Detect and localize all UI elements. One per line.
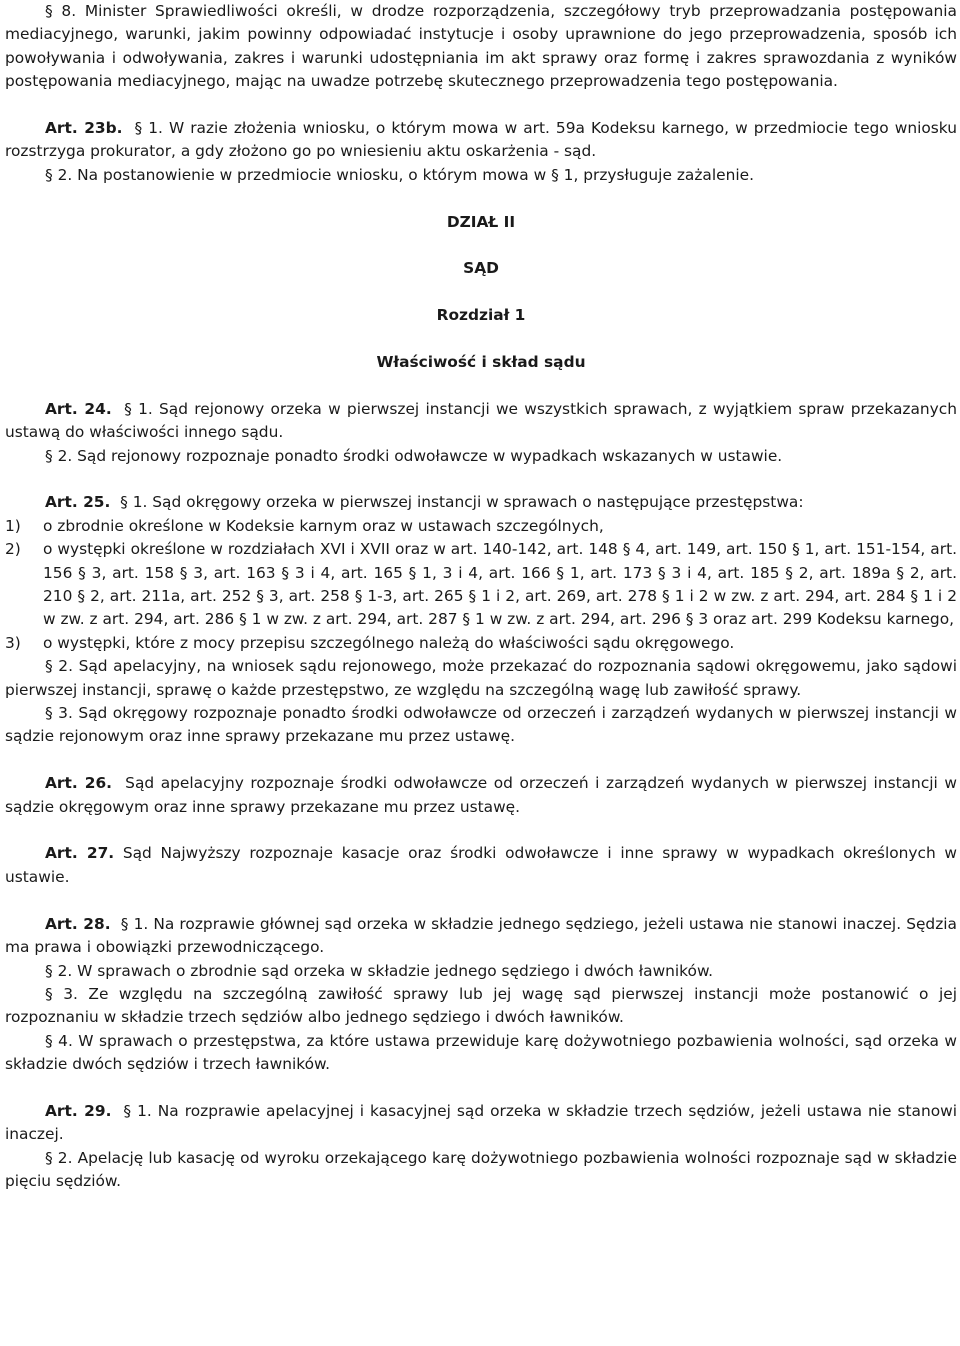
paragraph-8 — [5, 0, 957, 94]
article-28-par-1 — [5, 913, 957, 960]
article-label: Art. 27. — [45, 844, 115, 863]
article-24-par-2 — [5, 445, 957, 468]
article-label: Art. 26. — [45, 774, 113, 793]
list-text: o zbrodnie określone w Kodeksie karnym oraz w ustawach szczególnych, — [43, 516, 604, 535]
paragraph-text: § 4. W sprawach o przestępstwa, za które ustawa przewiduje karę dożywotniego pozbawienia wolności, sąd orzeka w składzie dwóch sędziów i trzech ławników. — [5, 1031, 957, 1074]
paragraph-text: § 1. Sąd okręgowy orzeka w pierwszej instancji w sprawach o następujące przestępstwa: — [120, 493, 804, 512]
list-number: 2) — [5, 540, 21, 559]
paragraph-text: § 2. W sprawach o zbrodnie sąd orzeka w składzie jednego sędziego i dwóch ławników. — [45, 961, 714, 980]
list-text: o występki, które z mocy przepisu szczególnego należą do właściwości sądu okręgowego. — [43, 633, 735, 652]
paragraph-text: § 1. Sąd rejonowy orzeka w pierwszej instancji we wszystkich sprawach, z wyjątkiem spraw przekazanych ustawą do właściwości innego sądu. — [5, 399, 958, 442]
article-label: Art. 25. — [45, 493, 111, 512]
article-23b-par-2 — [5, 164, 957, 187]
article-label: Art. 24. — [45, 399, 112, 418]
article-28-par-2 — [5, 960, 957, 983]
list-number: 3) — [5, 633, 21, 652]
paragraph-text: § 2. Sąd rejonowy rozpoznaje ponadto środki odwoławcze w wypadkach wskazanych w ustawie. — [45, 446, 783, 465]
list-item — [5, 515, 957, 538]
article-29-par-1 — [5, 1100, 957, 1147]
article-label: Art. 29. — [45, 1101, 112, 1120]
article-24-par-1 — [5, 398, 957, 445]
paragraph-text: § 2. Na postanowienie w przedmiocie wniosku, o którym mowa w § 1, przysługuje zażalenie. — [45, 165, 754, 184]
paragraph-text: Sąd Najwyższy rozpoznaje kasacje oraz środki odwoławcze i inne sprawy w wypadkach określonych w ustawie. — [5, 844, 957, 886]
paragraph-text: § 2. Apelację lub kasację od wyroku orzekającego karę dożywotniego pozbawienia wolności rozpoznaje sąd w składzie pięciu sędziów. — [5, 1148, 957, 1191]
article-25-par-3 — [5, 702, 957, 749]
article-label: Art. 28. — [45, 914, 111, 933]
article-label: Art. 23b. — [45, 119, 123, 138]
article-23b-par-1 — [5, 117, 957, 164]
list-number: 1) — [5, 516, 21, 535]
paragraph-text: § 8. Minister Sprawiedliwości określi, w drodze rozporządzenia, szczegółowy tryb przeprowadzania postępowania mediacyjnego, warunki, jakim powinny odpowiadać instytucje i osoby uprawnione do jego przeprowadzenia, sposób ich powoływania i odwoływania, zakres i warunki udostępniania im akt sprawy oraz formę i zakres sprawozdania z wyników postępowania mediacyjnego, mając na uwadze potrzebę skutecznego przeprowadzenia tego postępowania. — [5, 2, 957, 91]
article-25-par-2 — [5, 655, 957, 702]
article-25-par-1 — [5, 491, 957, 514]
chapter-title: Właściwość i skład sądu — [376, 353, 586, 372]
paragraph-text: § 3. Sąd okręgowy rozpoznaje ponadto środki odwoławcze od orzeczeń i zarządzeń wydanych w pierwszej instancji w sądzie rejonowym oraz inne sprawy przekazane mu przez ustawę. — [5, 704, 957, 746]
article-29-par-2 — [5, 1147, 957, 1194]
article-28-par-4 — [5, 1030, 957, 1077]
list-item — [5, 538, 957, 632]
paragraph-text: § 1. Na rozprawie apelacyjnej i kasacyjnej sąd orzeka w składzie trzech sędziów, jeżeli ustawa nie stanowi inaczej. — [5, 1101, 957, 1144]
article-28-par-3 — [5, 983, 957, 1030]
paragraph-text: § 2. Sąd apelacyjny, na wniosek sądu rejonowego, może przekazać do rozpoznania sądowi okręgowemu, jako sądowi pierwszej instancji, sprawę o każde przestępstwo, ze względu na szczególną wagę lub zawiłość sprawy. — [5, 657, 957, 699]
article-27 — [5, 842, 957, 889]
chapter-heading: Rozdział 1 — [436, 306, 526, 325]
paragraph-text: Sąd apelacyjny rozpoznaje środki odwoławcze od orzeczeń i zarządzeń wydanych w pierwszej instancji w sądzie okręgowym oraz inne sprawy przekazane mu przez ustawę. — [5, 774, 957, 816]
list-text: o występki określone w rozdziałach XVI i XVII oraz w art. 140-142, art. 148 § 4, art. 149, art. 150 § 1, art. 151-154, art. 156 § 3, art. 158 § 3, art. 163 § 3 i 4, art. 165 § 1, 3 i 4, art. 166 § 1, art. 173 § 3 i 4, art. 185 § 2, art. 189a § 2, art. 210 § 2, art. 211a, art. 252 § 3, art. 258 § 1-3, art. 265 § 1 i 2, art. 269, art. 278 § 1 i 2 w zw. z art. 294, art. 284 § 1 i 2 w zw. z art. 294, art. 286 § 1 w zw. z art. 294, art. 287 § 1 w zw. z art. 294, art. 296 § 3 oraz art. 299 Kodeksu karnego, — [43, 540, 957, 629]
section-heading-dzial: DZIAŁ II — [446, 212, 516, 231]
article-26 — [5, 772, 957, 819]
list-item — [5, 632, 957, 655]
paragraph-text: § 1. Na rozprawie głównej sąd orzeka w składzie jednego sędziego, jeżeli ustawa nie stanowi inaczej. Sędzia ma prawa i obowiązki przewodniczącego. — [5, 914, 957, 957]
paragraph-text: § 1. W razie złożenia wniosku, o którym mowa w art. 59a Kodeksu karnego, w przedmiocie tego wniosku rozstrzyga prokurator, a gdy złożono go po wniesieniu aktu oskarżenia - sąd. — [5, 119, 957, 161]
document-page — [5, 0, 957, 1194]
section-heading-sad: SĄD — [463, 259, 499, 278]
paragraph-text: § 3. Ze względu na szczególną zawiłość sprawy lub jej wagę sąd pierwszej instancji może postanowić o jej rozpoznaniu w składzie trzech sędziów albo jednego sędziego i dwóch ławników. — [5, 984, 957, 1027]
